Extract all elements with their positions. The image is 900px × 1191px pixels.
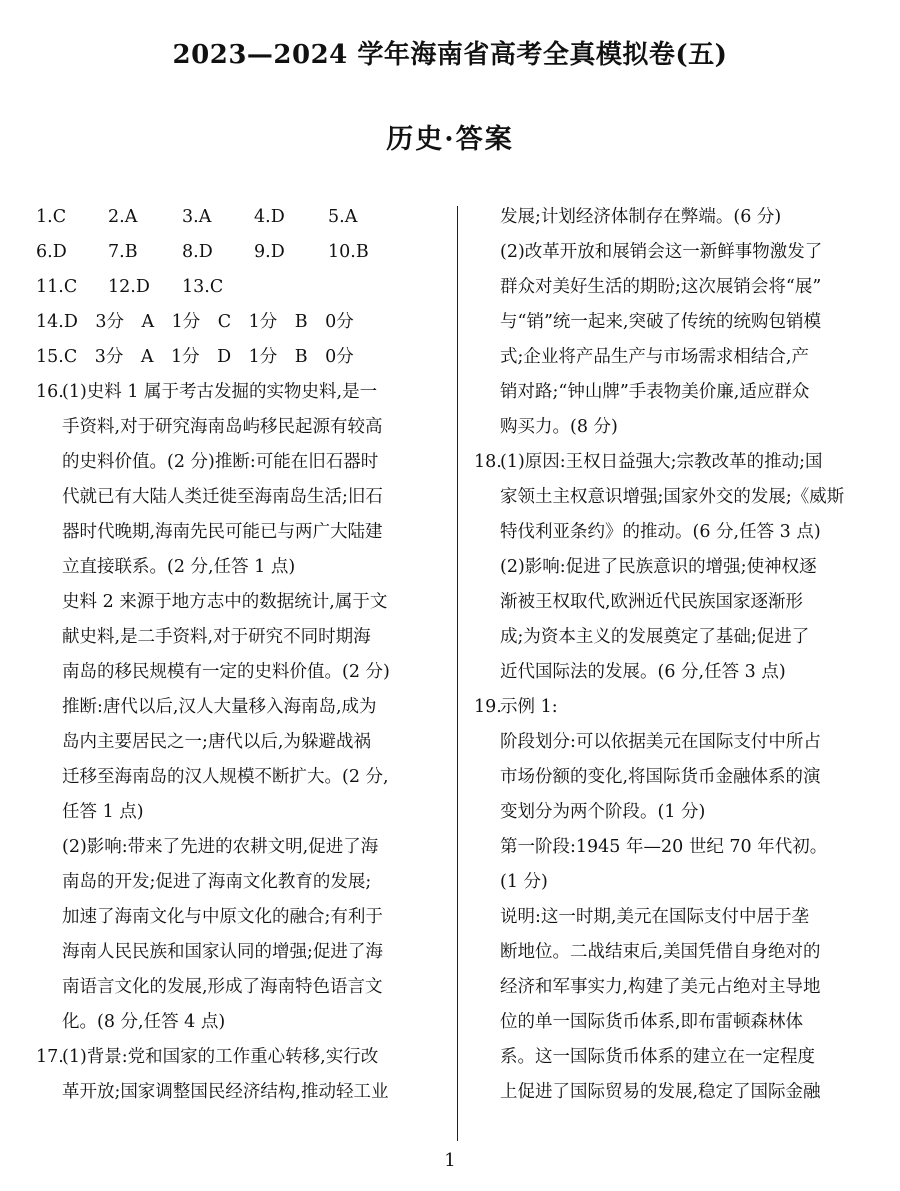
answer-line [474,620,870,655]
answer-line [474,515,870,550]
answer-line [36,620,444,655]
answer-text: (2)改革开放和展销会这一新鲜事物激发了 [500,242,823,262]
answer-line [36,515,444,550]
answer-line [36,725,444,760]
answer-line [36,970,444,1005]
answer-text: 任答 1 点) [62,802,144,822]
answer-line [36,1075,444,1110]
answer-line [474,865,870,900]
answer-line [474,970,870,1005]
answer-line [36,1005,444,1040]
answer-line [474,725,870,760]
answer-text: 革开放;国家调整国民经济结构,推动轻工业 [62,1082,389,1102]
mc-answer: 5.A [328,207,358,227]
answer-line [474,795,870,830]
answer-line [36,830,444,865]
question-number: 19. [474,697,502,717]
answer-text: (2)影响:带来了先进的农耕文明,促进了海 [62,837,379,857]
answer-line [36,760,444,795]
mc-answer: 12.D [108,277,150,297]
answer-text: 销对路;“钟山牌”手表物美价廉,适应群众 [500,382,810,402]
answer-text: 岛内主要居民之一;唐代以后,为躲避战祸 [62,732,371,752]
answer-line [474,830,870,865]
answer-text: 渐被王权取代,欧洲近代民族国家逐渐形 [500,592,804,612]
answer-text: 器时代晚期,海南先民可能已与两广大陆建 [62,522,383,542]
answer-line [36,900,444,935]
answer-text: 购买力。(8 分) [500,417,618,437]
answer-text: 南语言文化的发展,形成了海南特色语言文 [62,977,383,997]
mc-answer: 8.D [182,242,213,262]
answer-text: 示例 1: [500,697,558,717]
answer-line [474,1075,870,1110]
answer-line [474,235,870,270]
answer-text: 式;企业将产品生产与市场需求相结合,产 [500,347,809,367]
mc-answer: 11.C [36,277,78,297]
answer-line [474,375,870,410]
answer-text: 市场份额的变化,将国际货币金融体系的演 [500,767,821,787]
answer-text: 发展;计划经济体制存在弊端。(6 分) [500,207,782,227]
answer-line [36,655,444,690]
answer-line [474,585,870,620]
answer-text: 说明:这一时期,美元在国际支付中居于垄 [500,907,809,927]
answer-line [474,410,870,445]
answer-line [36,410,444,445]
answer-text: 代就已有大陆人类迁徙至海南岛生活;旧石 [62,487,383,507]
mc-answer: 2.A [108,207,138,227]
page-number: 1 [444,1150,456,1171]
answer-line [36,690,444,725]
answer-line [474,270,870,305]
answer-text: 立直接联系。(2 分,任答 1 点) [62,557,296,577]
answer-line [474,550,870,585]
answer-text: (1)原因:王权日益强大;宗教改革的推动;国 [500,452,823,472]
right-column [474,200,870,1110]
answer-text: 化。(8 分,任答 4 点) [62,1012,226,1032]
answer-text: (1 分) [500,872,548,892]
scored-answer-row: 14.D 3分 A 1分 C 1分 B 0分 [36,312,354,332]
answer-text: 特伐利亚条约》的推动。(6 分,任答 3 点) [500,522,821,542]
document-title: 2023—2024 学年海南省高考全真模拟卷(五) [172,40,728,70]
left-column [36,200,444,1110]
column-divider [457,206,458,1141]
mc-answer-row [36,270,444,305]
answer-line [474,655,870,690]
answer-text: 上促进了国际贸易的发展,稳定了国际金融 [500,1082,821,1102]
scored-answer-row: 15.C 3分 A 1分 D 1分 B 0分 [36,347,354,367]
mc-answer: 4.D [254,207,285,227]
answer-text: (1)背景:党和国家的工作重心转移,实行改 [62,1047,379,1067]
answer-line [36,445,444,480]
answer-line [474,1005,870,1040]
answer-text: 海南人民民族和国家认同的增强;促进了海 [62,942,383,962]
answer-line [36,375,444,410]
answer-line [36,865,444,900]
answer-text: 史料 2 来源于地方志中的数据统计,属于文 [62,592,388,612]
answer-text: 经济和军事实力,构建了美元占绝对主导地 [500,977,821,997]
mc-answer: 10.B [328,242,369,262]
answer-text: 群众对美好生活的期盼;这次展销会将“展” [500,277,822,297]
answer-line [36,550,444,585]
answer-text: 加速了海南文化与中原文化的融合;有利于 [62,907,383,927]
answer-line [36,585,444,620]
question-number: 18. [474,452,502,472]
answer-line [474,305,870,340]
answer-text: 南岛的移民规模有一定的史料价值。(2 分) [62,662,390,682]
answer-line [36,480,444,515]
answer-text: 与“销”统一起来,突破了传统的统购包销模 [500,312,821,332]
document-subtitle: 历史·答案 [386,124,514,155]
answer-line [474,200,870,235]
mc-answer: 1.C [36,207,67,227]
answer-text: 成;为资本主义的发展奠定了基础;促进了 [500,627,810,647]
answer-line [474,760,870,795]
answer-text: 迁移至海南岛的汉人规模不断扩大。(2 分, [62,767,389,787]
mc-answer: 3.A [182,207,212,227]
answer-text: 家领土主权意识增强;国家外交的发展;《威斯 [500,487,845,507]
answer-text: 位的单一国际货币体系,即布雷顿森林体 [500,1012,804,1032]
answer-line [474,935,870,970]
answer-text: (2)影响:促进了民族意识的增强;使神权逐 [500,557,817,577]
mc-answer: 7.B [108,242,138,262]
answer-text: 献史料,是二手资料,对于研究不同时期海 [62,627,371,647]
answer-line [474,1040,870,1075]
question-number: 16. [36,382,64,402]
answer-line [474,480,870,515]
answer-text: 近代国际法的发展。(6 分,任答 3 点) [500,662,786,682]
answer-line [36,795,444,830]
mc-answer: 6.D [36,242,67,262]
answer-text: 手资料,对于研究海南岛屿移民起源有较高 [62,417,383,437]
answer-text: 系。这一国际货币体系的建立在一定程度 [500,1047,815,1067]
mc-answer-row [36,200,444,235]
answer-text: 阶段划分:可以依据美元在国际支付中所占 [500,732,821,752]
answer-text: 断地位。二战结束后,美国凭借自身绝对的 [500,942,821,962]
mc-answer-row [36,235,444,270]
answer-line [36,1040,444,1075]
answer-text: 第一阶段:1945 年—20 世纪 70 年代初。 [500,837,828,857]
answer-line [36,935,444,970]
answer-line [474,900,870,935]
answer-line [474,445,870,480]
answer-text: 南岛的开发;促进了海南文化教育的发展; [62,872,372,892]
mc-answer: 9.D [254,242,285,262]
mc-answer: 13.C [182,277,224,297]
answer-text: 变划分为两个阶段。(1 分) [500,802,706,822]
answer-text: 的史料价值。(2 分)推断:可能在旧石器时 [62,452,379,472]
answer-text: 推断:唐代以后,汉人大量移入海南岛,成为 [62,697,377,717]
answer-text: (1)史料 1 属于考古发掘的实物史料,是一 [62,382,378,402]
question-number: 17. [36,1047,64,1067]
answer-line [474,690,870,725]
answer-line [474,340,870,375]
